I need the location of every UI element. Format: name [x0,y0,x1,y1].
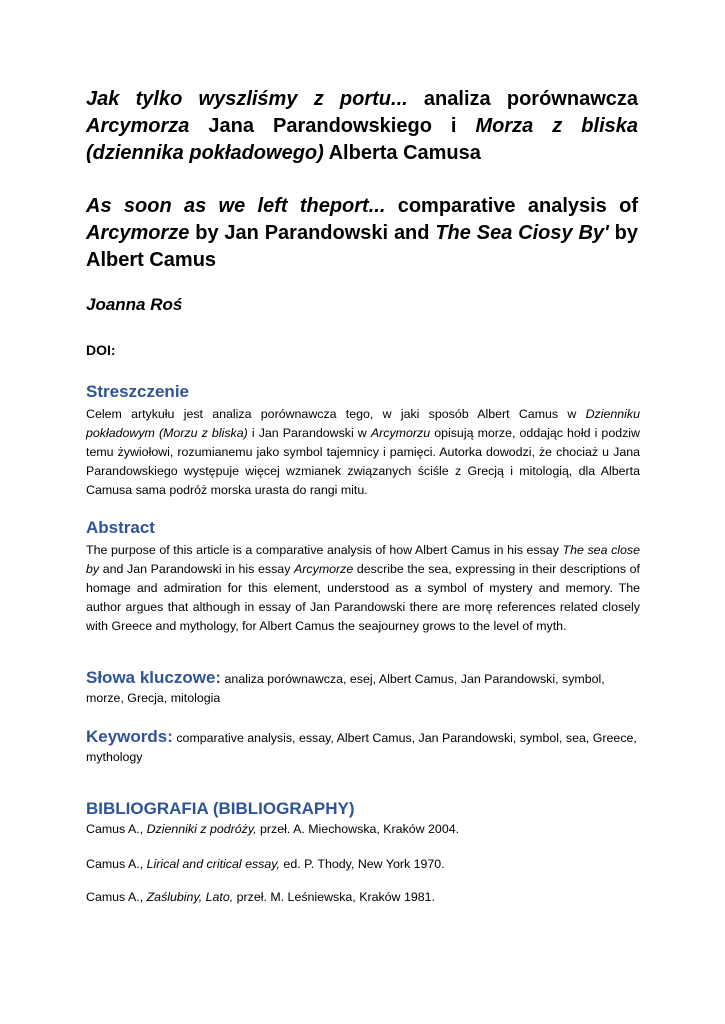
abstract-text-2: and Jan Parandowski in his essay [99,562,295,576]
title-en-italic-1: As soon as we left theport... [86,195,386,217]
title-polish [86,86,638,167]
title-pl-text-1: analiza porównawcza [407,88,639,110]
streszczenie-heading: Streszczenie [86,382,189,401]
keywords-block [86,727,640,767]
title-pl-italic-3: Morza z bliska (dziennika pokładowego) [86,115,638,164]
title-pl-italic-1: Jak tylko wyszliśmy z portu... [86,88,408,110]
abstract-paragraph [86,541,640,636]
title-english [86,193,638,274]
bibliography-entry [86,890,435,904]
abstract-italic-2: Arcymorze [294,562,354,576]
bibliography-entry [86,822,459,836]
bib-entry-3-author: Camus A., [86,890,147,904]
streszczenie-text-2: i Jan Parandowski w [247,426,371,440]
title-en-text-3: by Albert Camus [86,222,638,271]
slowa-kluczowe-heading: Słowa kluczowe: [86,668,222,687]
keywords-text: comparative analysis, essay, Albert Camus, Jan Parandowski, symbol, sea, Greece, mythology [86,731,637,764]
bib-entry-2-title: Lirical and critical essay, [146,857,280,871]
streszczenie-text-3: opisują morze, oddając hołd i podziw temu żywiołowi, rozumianemu jako symbol tajemnicy i pamięci. Autorka dowodzi, że chociaż u Jana Parandowskiego występuje więcej wzmianek związanych ściśle z Grecją i mitologią, dla Alberta Camusa sama podróż morska urasta do rangi mitu. [86,426,640,497]
title-en-italic-3: The Sea Ciosy By' [435,222,609,244]
doi-label: DOI: [86,342,116,358]
bib-entry-1-title: Dzienniki z podróży, [146,822,257,836]
abstract-text-3: describe the sea, expressing in their descriptions of homage and admiration for this element, understood as a symbol of mystery and memory. The author argues that although in essay of Jan Parandowski there are morę references related closely with Greece and mythology, for Albert Camus the seajourney grows to the level of myth. [86,562,640,633]
slowa-kluczowe-block [86,668,640,708]
title-en-text-1: comparative analysis of [385,195,638,217]
streszczenie-text-1: Celem artykułu jest analiza porównawcza tego, w jaki sposób Albert Camus w [86,407,586,421]
title-pl-italic-2: Arcymorza [86,115,190,137]
bib-entry-2-author: Camus A., [86,857,147,871]
abstract-text-1: The purpose of this article is a comparative analysis of how Albert Camus in his essay [86,543,563,557]
title-pl-text-3: Alberta Camusa [323,142,481,164]
bib-entry-1-details: przeł. A. Miechowska, Kraków 2004. [256,822,460,836]
bibliography-heading: BIBLIOGRAFIA (BIBLIOGRAPHY) [86,799,355,818]
bib-entry-3-details: przeł. M. Leśniewska, Kraków 1981. [233,890,435,904]
author-name: Joanna Roś [86,295,183,314]
streszczenie-paragraph [86,405,640,500]
streszczenie-italic-1: Dzienniku pokładowym (Morzu z bliska) [86,407,640,440]
bib-entry-1-author: Camus A., [86,822,147,836]
streszczenie-italic-2: Arcymorzu [370,426,431,440]
abstract-heading: Abstract [86,518,155,537]
title-en-italic-2: Arcymorze [86,222,190,244]
title-en-text-2: by Jan Parandowski and [189,222,436,244]
bibliography-entry [86,857,445,871]
abstract-italic-1: The sea close by [86,543,640,576]
bib-entry-3-title: Zaślubiny, Lato, [146,890,234,904]
bib-entry-2-details: ed. P. Thody, New York 1970. [279,857,445,871]
slowa-kluczowe-text: analiza porównawcza, esej, Albert Camus, Jan Parandowski, symbol, morze, Grecja, mitologia [86,672,605,705]
title-pl-text-2: Jana Parandowskiego i [189,115,476,137]
keywords-heading: Keywords: [86,727,173,746]
